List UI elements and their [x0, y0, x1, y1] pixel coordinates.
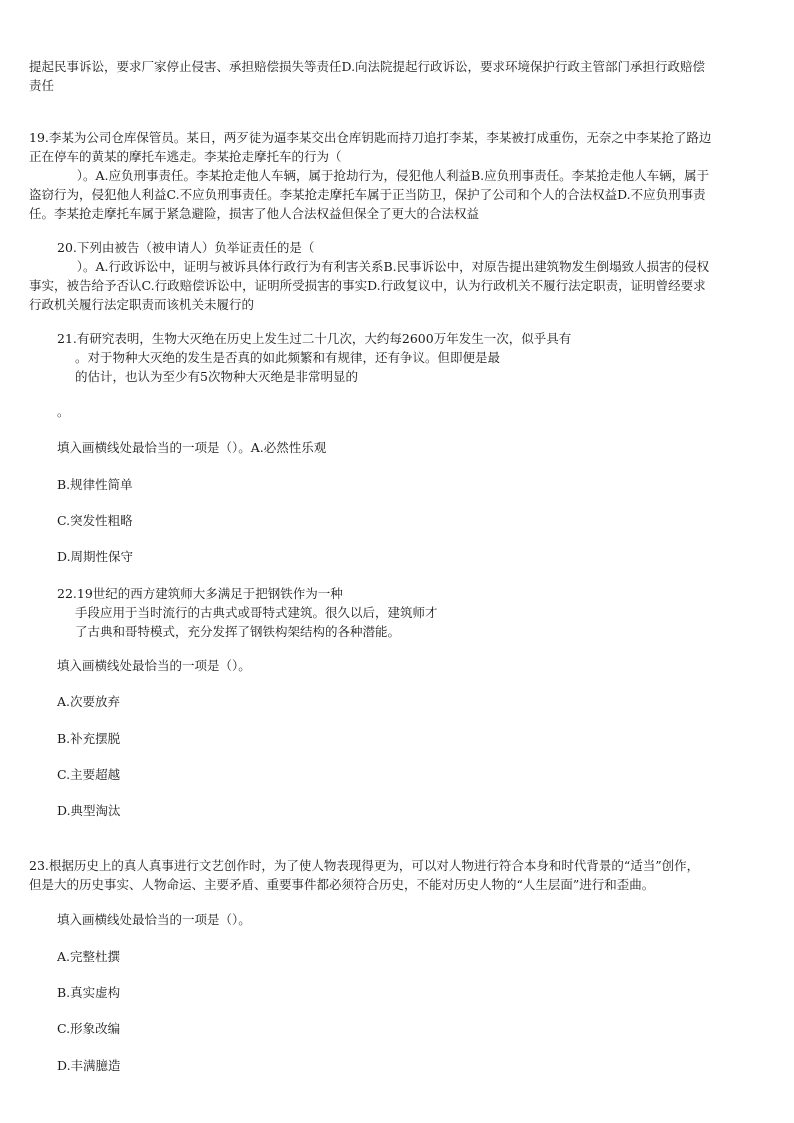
q18-line: 提起民事诉讼，要求厂家停止侵害、承担赔偿损失等责任D.向法院提起行政诉讼，要求环境保护行政主管部门承担行政赔偿 — [29, 59, 706, 74]
question-23 — [29, 856, 789, 894]
q19-line: 正在停车的黄某的摩托车逃走。李某抢走摩托车的行为（ — [29, 149, 342, 164]
option-23-a[interactable]: A.完整杜撰 — [57, 949, 121, 964]
option-22-c[interactable]: C.主要超越 — [57, 767, 121, 782]
question-22-line1: 22.19世纪的西方建筑师大多满足于把钢铁作为一种 — [57, 586, 343, 601]
question-20-body — [29, 257, 789, 314]
option-21-c[interactable]: C.突发性粗略 — [57, 513, 133, 528]
question-21-prompt: 填入画横线处最恰当的一项是（）。A.必然性乐观 — [57, 440, 327, 455]
question-22-line2: 手段应用于当时流行的古典式或哥特式建筑。很久以后，建筑师才 — [75, 605, 438, 620]
question-19 — [29, 128, 789, 223]
question-21-line4: 。 — [57, 404, 70, 419]
q20-line: 20.下列由被告（被申请人）负举证责任的是（ — [57, 240, 315, 255]
option-22-a[interactable]: A.次要放弃 — [57, 694, 121, 709]
option-23-b[interactable]: B.真实虚构 — [57, 985, 121, 1000]
q20-line: 事实，被告给予否认C.行政赔偿诉讼中，证明所受损害的事实D.行政复议中，认为行政机关不履行法定职责，证明曾经要求 — [29, 278, 706, 293]
question-22-line3: 了古典和哥特模式，充分发挥了钢铁构架结构的各种潜能。 — [75, 624, 401, 639]
q19-line: 盗窃行为，侵犯他人利益C.不应负刑事责任。李某抢走摩托车属于正当防卫，保护了公司和个人的合法权益D.不应负刑事责 — [29, 187, 706, 202]
option-23-c[interactable]: C.形象改编 — [57, 1021, 121, 1036]
q19-line: ）。A.应负刑事责任。李某抢走他人车辆，属于抢劫行为，侵犯他人利益B.应负刑事责任。李某抢走他人车辆，属于 — [29, 168, 710, 183]
q20-line: 行政机关履行法定职责而该机关未履行的 — [29, 297, 255, 312]
q23-line: 23.根据历史上的真人真事进行文艺创作时，为了使人物表现得更为，可以对人物进行符合本身和时代背景的“适当”创作， — [29, 858, 700, 873]
question-21-line1: 21.有研究表明，生物大灭绝在历史上发生过二十几次，大约每2600万年发生一次，似乎具有 — [57, 331, 572, 346]
option-22-d[interactable]: D.典型淘汰 — [57, 803, 121, 818]
q19-line: 19.李某为公司仓库保管员。某日，两歹徒为逼李某交出仓库钥匙而持刀追打李某，李某被打成重伤，无奈之中李某抢了路边 — [29, 130, 712, 145]
option-21-d[interactable]: D.周期性保守 — [57, 549, 134, 564]
question-22-prompt: 填入画横线处最恰当的一项是（）。 — [57, 658, 251, 673]
question-21-line3: 的估计，也认为至少有5次物种大灭绝是非常明显的 — [75, 369, 358, 384]
question-23-prompt: 填入画横线处最恰当的一项是（）。 — [57, 912, 251, 927]
option-21-b[interactable]: B.规律性简单 — [57, 477, 133, 492]
option-23-d[interactable]: D.丰满臆造 — [57, 1058, 121, 1073]
option-22-b[interactable]: B.补充摆脱 — [57, 731, 121, 746]
q20-line: ）。A.行政诉讼中，证明与被诉具体行政行为有利害关系B.民事诉讼中，对原告提出建筑物发生倒塌致人损害的侵权 — [29, 259, 710, 274]
question-18-tail — [29, 57, 789, 95]
q18-line: 责任 — [29, 78, 55, 93]
question-20-stem — [57, 238, 789, 257]
q23-line: 但是大的历史事实、人物命运、主要矛盾、重要事件都必须符合历史，不能对历史人物的“人生层面”进行和歪曲。 — [29, 877, 655, 892]
question-21-line2: 。对于物种大灭绝的发生是否真的如此频繁和有规律，还有争议。但即便是最 — [75, 350, 501, 365]
q19-line: 任。李某抢走摩托车属于紧急避险，损害了他人合法权益但保全了更大的合法权益 — [29, 206, 480, 221]
